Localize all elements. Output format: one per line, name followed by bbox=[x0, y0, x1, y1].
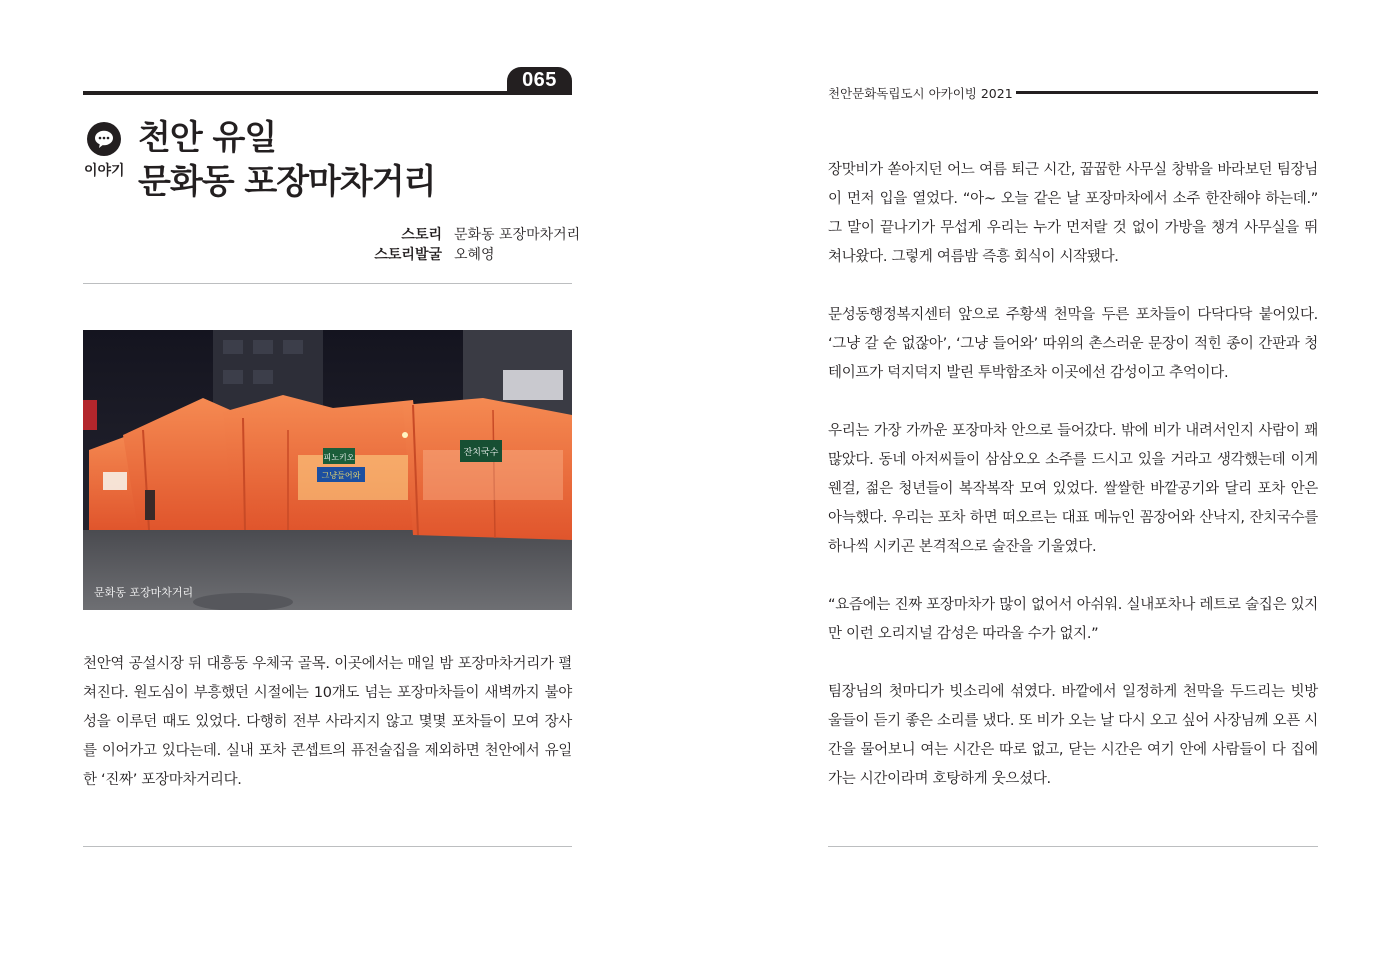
title-line-1: 천안 유일 bbox=[138, 118, 277, 158]
credit-key: 스토리발굴 bbox=[374, 247, 442, 263]
speech-bubble-icon bbox=[94, 130, 114, 149]
credit-key: 스토리 bbox=[401, 227, 442, 243]
street-photo bbox=[83, 330, 572, 610]
series-title: 천안문화독립도시 아카이빙 2021 bbox=[828, 86, 1013, 101]
credit-value: 오혜영 bbox=[454, 247, 495, 263]
divider bbox=[83, 283, 572, 284]
story-badge bbox=[87, 122, 121, 156]
footer-rule bbox=[828, 846, 1318, 847]
header-rule bbox=[1016, 91, 1318, 94]
photo-caption: 문화동 포장마차거리 bbox=[94, 586, 194, 599]
sign-noodles-text: 잔치국수 bbox=[463, 448, 499, 458]
paragraph: “요즘에는 진짜 포장마차가 많이 없어서 아쉬워. 실내포차나 레트로 술집은 있지만 이런 오리지널 감성은 따라올 수가 없지.” bbox=[828, 597, 1318, 642]
paragraph: 장맛비가 쏟아지던 어느 여름 퇴근 시간, 꿉꿉한 사무실 창밖을 바라보던 팀장님이 먼저 입을 열었다. “아~ 오늘 같은 날 포장마차에서 소주 한잔해야 하는데.” 그 말이 끝나기가 무섭게 우리는 누가 먼저랄 것 없이 가방을 챙겨 사무실을 뛰쳐나왔다. 그렇게 여름밤 즉흥 회식이 시작됐다. bbox=[828, 162, 1318, 265]
sign-pinocchio-text: 피노키오 bbox=[323, 453, 355, 462]
sign-come-in-text: 그냥들어와 bbox=[321, 471, 361, 480]
title-line-2: 문화동 포장마차거리 bbox=[138, 162, 436, 202]
intro-paragraph: 천안역 공설시장 뒤 대흥동 우체국 골목. 이곳에서는 매일 밤 포장마차거리가 펼쳐진다. 원도심이 부흥했던 시절에는 10개도 넘는 포장마차들이 새벽까지 불야성을 이루던 때도 있었다. 다행히 전부 사라지지 않고 몇몇 포차들이 모여 장사를 이어가고 있다는데. 실내 포차 콘셉트의 퓨전술집을 제외하면 천안에서 유일한 ‘진짜’ 포장마차거리다. bbox=[83, 656, 572, 788]
credit-row-story bbox=[362, 225, 581, 245]
footer-rule bbox=[83, 846, 572, 847]
story-body bbox=[828, 156, 1318, 823]
photo-illustration bbox=[83, 330, 572, 610]
page-number: 065 bbox=[507, 67, 572, 95]
article-title bbox=[138, 116, 435, 204]
badge-label: 이야기 bbox=[84, 163, 125, 179]
credit-row-discovery bbox=[362, 245, 572, 265]
right-page bbox=[700, 0, 1400, 961]
paragraph: 문성동행정복지센터 앞으로 주황색 천막을 두른 포차들이 다닥다닥 붙어있다. ‘그냥 갈 순 없잖아’, ‘그냥 들어와’ 따위의 촌스러운 문장이 적힌 종이 간판과 청테이프가 덕지덕지 발린 투박함조차 이곳에선 감성이고 추억이다. bbox=[828, 307, 1318, 381]
paragraph: 우리는 가장 가까운 포장마차 안으로 들어갔다. 밖에 비가 내려서인지 사람이 꽤 많았다. 동네 아저씨들이 삼삼오오 소주를 드시고 있을 거라고 생각했는데 이게 웬걸, 젊은 청년들이 복작복작 모여 있었다. 쌀쌀한 바깥공기와 달리 포차 안은 아늑했다. 우리는 포차 하면 떠오르는 대표 메뉴인 꼼장어와 산낙지, 잔치국수를 하나씩 시키곤 본격적으로 술잔을 기울였다. bbox=[828, 423, 1318, 555]
header-rule bbox=[83, 91, 572, 95]
credits bbox=[362, 225, 581, 265]
paragraph: 팀장님의 첫마디가 빗소리에 섞였다. 바깥에서 일정하게 천막을 두드리는 빗방울들이 듣기 좋은 소리를 냈다. 또 비가 오는 날 다시 오고 싶어 사장님께 오픈 시간을 물어보니 여는 시간은 따로 없고, 닫는 시간은 여기 안에 사람들이 다 집에 가는 시간이라며 호탕하게 웃으셨다. bbox=[828, 684, 1318, 787]
credit-value: 문화동 포장마차거리 bbox=[454, 227, 581, 243]
